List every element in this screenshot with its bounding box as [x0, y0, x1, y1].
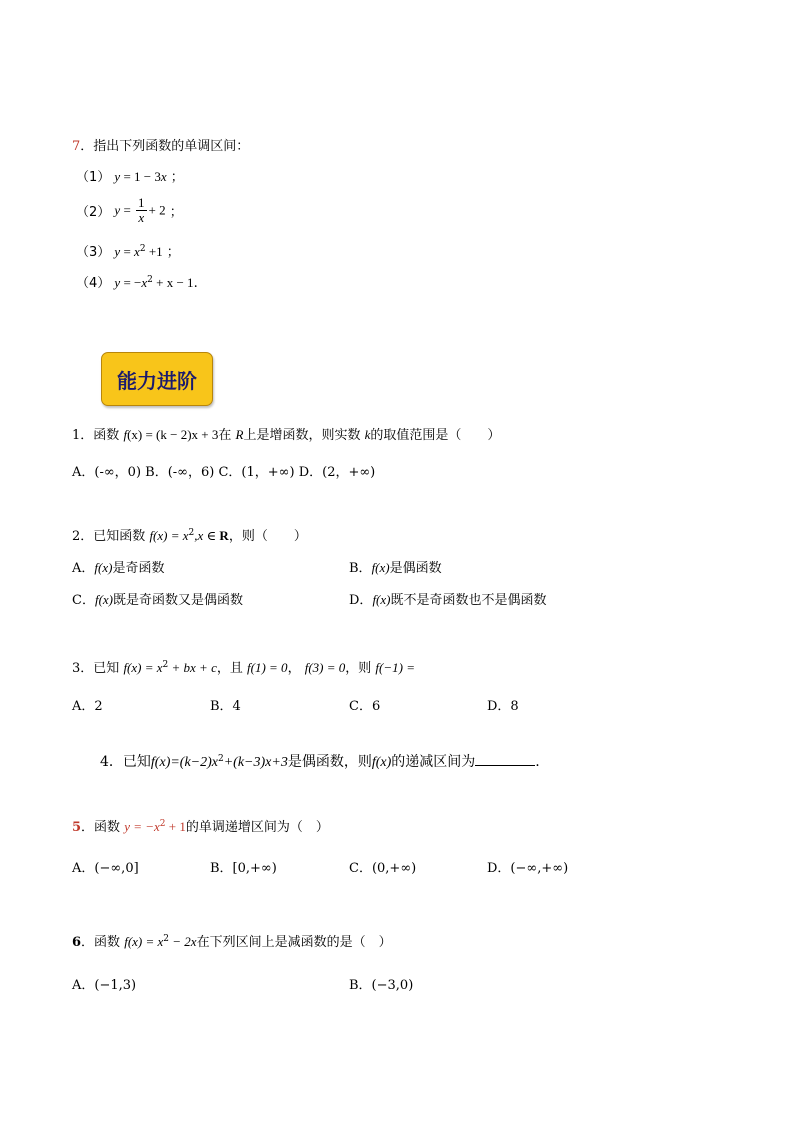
stem-text: 在下列区间上是减函数的是（ ）: [196, 935, 392, 950]
answer-blank[interactable]: [475, 753, 535, 766]
math-expr: f(x): [94, 592, 113, 607]
q7-item-1: [76, 166, 184, 185]
stem-text: ，且: [216, 661, 243, 676]
math-expr: f(x)=(k−2)x: [150, 755, 218, 770]
stem-text: 已知: [122, 754, 151, 770]
stem-text: 的取值范围是（ ）: [370, 428, 501, 443]
item-label: （2）: [76, 205, 111, 220]
question-number: 3．: [72, 661, 94, 676]
stem-text: 已知函数: [93, 529, 146, 544]
math-expr: + 2: [148, 202, 166, 218]
q7-item-3: [76, 241, 180, 260]
math-expr: f(3) = 0: [304, 660, 346, 675]
exponent: 2: [218, 754, 224, 764]
p1-stem: [72, 424, 500, 443]
p2-option-a: [72, 557, 164, 576]
stem-text: ．函数: [81, 935, 121, 950]
option-label: A．: [72, 561, 95, 576]
stem-text: ，则: [345, 661, 372, 676]
item-tail: .: [193, 276, 198, 291]
stem-text: ，: [287, 661, 301, 676]
exponent: 2: [162, 660, 169, 670]
math-var: R: [235, 427, 244, 442]
math-expr: f(x): [94, 560, 113, 575]
math-expr: f(1) = 0: [247, 660, 288, 675]
p3-option-a: A．2: [72, 699, 103, 714]
stem-text: 上是增函数，则实数: [243, 428, 361, 443]
option-text: 是偶函数: [389, 561, 442, 576]
p3-option-c: C．6: [349, 699, 381, 714]
item-label: （1）: [76, 170, 111, 185]
stem-text: 是偶函数，则: [287, 754, 372, 770]
q7-item-2: [76, 196, 183, 225]
math-var: y: [114, 169, 121, 184]
section-badge-label: 能力进阶: [117, 368, 197, 393]
p1-options: A．(-∞，0) B．(-∞，6) C．(1，+∞) D．(2，+∞): [72, 465, 376, 480]
math-expr: f(x): [371, 755, 392, 770]
math-expr: =: [120, 244, 135, 259]
stem-text: 函数: [93, 428, 120, 443]
math-expr: f(x): [372, 592, 391, 607]
math-expr: = −: [120, 275, 142, 290]
stem-text: 已知: [93, 661, 120, 676]
q7-item-4: [76, 272, 198, 291]
p3-stem: [72, 657, 415, 676]
item-label: （3）: [76, 245, 111, 260]
stem-text: ，则（ ）: [228, 529, 307, 544]
exponent: 2: [163, 934, 170, 944]
exponent: 2: [188, 528, 195, 538]
option-text: 既不是奇函数也不是偶函数: [390, 593, 547, 608]
fraction-denominator: x: [138, 210, 145, 225]
item-tail: ；: [166, 245, 180, 260]
math-var: y: [114, 244, 121, 259]
math-var: x: [134, 244, 140, 259]
p5-option-d: D．(−∞,+∞): [487, 861, 569, 876]
math-expr: f(x): [371, 560, 390, 575]
item-label: （4）: [76, 276, 111, 291]
item-tail: ；: [170, 170, 184, 185]
math-expr: +1: [145, 244, 163, 259]
math-expr: f(x) = x: [149, 528, 189, 543]
math-expr: + bx + c: [168, 660, 217, 675]
math-expr: = 1 − 3: [120, 169, 161, 184]
math-expr: (x) = (k − 2)x + 3: [127, 427, 219, 442]
stem-text: .: [535, 754, 540, 770]
math-expr: + 1: [165, 819, 186, 834]
exponent: 2: [147, 275, 153, 285]
p6-option-a: A．(−1,3): [72, 978, 137, 993]
p4-stem: [100, 751, 540, 771]
math-var: k: [364, 427, 371, 442]
math-expr: + x − 1: [152, 275, 194, 290]
p3-option-b: B．4: [210, 699, 241, 714]
question-number: 2．: [72, 529, 94, 544]
question-number: 5: [72, 820, 82, 835]
math-expr: +(k−3)x+3: [223, 755, 288, 770]
math-expr: f(x) = x: [124, 934, 164, 949]
p2-option-d: [349, 589, 547, 608]
option-label: C．: [72, 593, 95, 608]
fraction-numerator: 1: [138, 195, 145, 210]
exponent: 2: [139, 244, 146, 254]
p5-option-b: B．[0,+∞): [210, 861, 277, 876]
p5-stem: [72, 816, 329, 835]
p6-stem: [72, 931, 392, 950]
option-text: 是奇函数: [112, 561, 165, 576]
p2-option-b: [349, 557, 442, 576]
math-var: y: [114, 275, 121, 290]
p5-option-a: A．(−∞,0]: [72, 861, 139, 876]
question-number: 4．: [100, 754, 123, 770]
stem-text: 的递减区间为: [391, 754, 476, 770]
math-expr: ,x ∈: [194, 528, 220, 543]
math-expr: f(x) = x: [123, 660, 163, 675]
math-var: f: [123, 427, 128, 442]
q7-title: ．指出下列函数的单调区间：: [80, 139, 250, 154]
question-number: 1．: [72, 428, 94, 443]
p6-option-b: B．(−3,0): [349, 978, 414, 993]
q7-heading: [72, 135, 249, 154]
math-var: R: [219, 528, 229, 543]
math-var: x: [141, 275, 148, 290]
q7-number: 7: [72, 139, 81, 154]
p2-stem: [72, 525, 307, 544]
math-var: x: [160, 169, 167, 184]
p3-option-d: D．8: [487, 699, 519, 714]
math-expr: =: [120, 202, 135, 218]
stem-text: ．函数: [81, 820, 121, 835]
math-expr: y = −x: [124, 819, 160, 834]
question-number: 6: [72, 935, 82, 950]
exponent: 2: [159, 819, 166, 829]
option-label: B．: [349, 561, 372, 576]
math-expr: − 2x: [169, 934, 197, 949]
math-var: y: [114, 202, 121, 218]
p2-option-c: [72, 589, 243, 608]
item-tail: ；: [169, 205, 183, 220]
option-label: D．: [349, 593, 373, 608]
fraction: [136, 196, 147, 225]
stem-text: 的单调递增区间为（ ）: [185, 820, 329, 835]
math-expr: f(−1) =: [375, 660, 415, 675]
section-badge: [101, 352, 213, 406]
option-text: 既是奇函数又是偶函数: [113, 593, 244, 608]
stem-text: 在: [218, 428, 232, 443]
p5-option-c: C．(0,+∞): [349, 861, 417, 876]
